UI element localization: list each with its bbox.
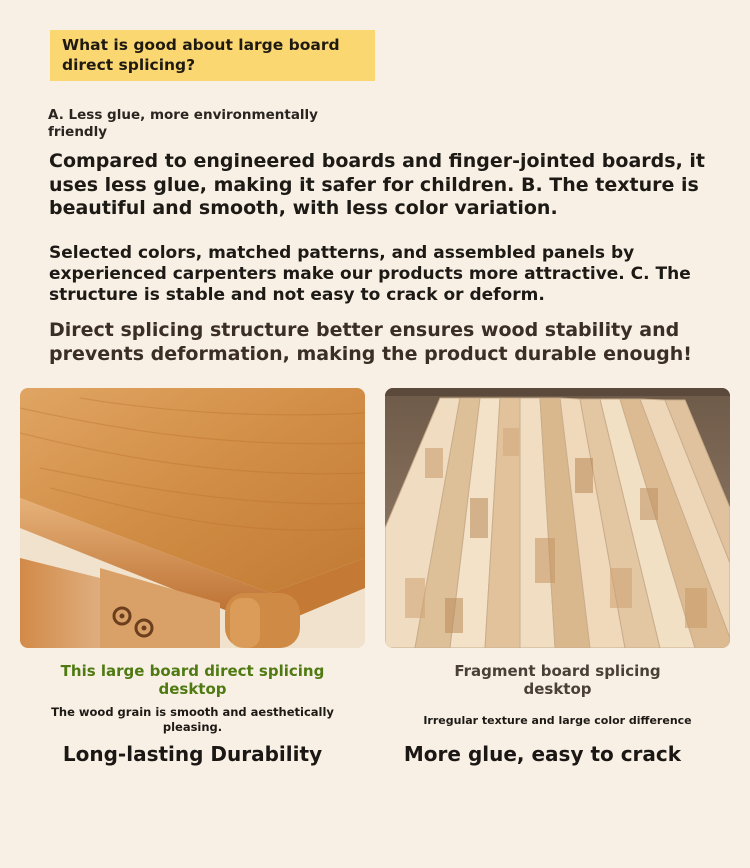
left-caption-title: This large board direct splicing desktop bbox=[60, 662, 325, 698]
paragraph-2: Selected colors, matched patterns, and assembled panels by experienced carpenters make our products more attractive. C. The structure is stable and not easy to crack or deform. bbox=[49, 243, 691, 305]
right-caption-title: Fragment board splicing desktop bbox=[454, 662, 661, 698]
question-banner bbox=[50, 30, 375, 81]
paragraph-1: Compared to engineered boards and finger-jointed boards, it uses less glue, making it safer for children. B. The texture is beautiful and smooth, with less color variation. bbox=[49, 150, 705, 219]
right-caption-description: Irregular texture and large color difference bbox=[423, 714, 692, 727]
fragment-board-photo bbox=[385, 388, 730, 648]
banner-line-2: direct splicing? bbox=[62, 56, 196, 74]
left-headline: Long-lasting Durability bbox=[62, 742, 323, 766]
large-board-desktop-photo bbox=[20, 388, 365, 648]
left-caption-description: The wood grain is smooth and aesthetically pleasing. bbox=[51, 705, 334, 734]
paragraph-3: Direct splicing structure better ensures wood stability and prevents deformation, making the product durable enough! bbox=[49, 319, 692, 365]
right-headline: More glue, easy to crack bbox=[403, 742, 682, 766]
point-a-heading: A. Less glue, more environmentally friendly bbox=[48, 107, 318, 140]
banner-line-1: What is good about large board bbox=[62, 36, 340, 54]
